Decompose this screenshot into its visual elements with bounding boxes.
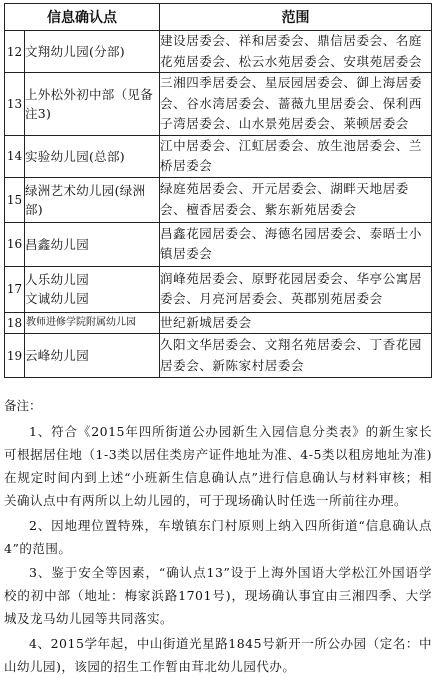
confirmation-point-table (4, 3, 432, 378)
row-number: 14 (5, 135, 25, 177)
table-row (5, 73, 432, 136)
row-number: 12 (5, 31, 25, 73)
scope-cell: 世纪新城居委会 (160, 312, 432, 334)
note-item-2: 2、因地理位置特殊，车墩镇东门村原则上纳入四所街道“信息确认点4”的范围。 (4, 518, 432, 556)
table-row (5, 334, 432, 378)
confirmation-point-name: 实验幼儿园(总部) (25, 135, 160, 177)
row-number: 19 (5, 334, 25, 378)
scope-cell: 润峰苑居委会、原野花园居委会、华亭公寓居委会、月亮河居委会、英郡别苑居委会 (160, 266, 432, 312)
header-scope: 范围 (160, 4, 432, 31)
confirmation-point-name: 昌鑫幼儿园 (25, 222, 160, 266)
scope-cell: 昌鑫花园居委会、海德名园居委会、泰晤士小镇居委会 (160, 222, 432, 266)
confirmation-point-name: 上外松外初中部（见备注3) (25, 73, 160, 136)
scope-cell: 江中居委会、江虹居委会、放生池居委会、兰桥居委会 (160, 135, 432, 177)
row-number: 18 (5, 312, 25, 334)
scope-cell: 久阳文华居委会、文翔名苑居委会、丁香花园居委会、新陈家村居委会 (160, 334, 432, 378)
table-row (5, 31, 432, 73)
confirmation-point-name: 教师进修学院附属幼儿园 (25, 312, 160, 334)
table-header-row (5, 4, 432, 31)
scope-cell: 绿庭苑居委会、开元居委会、湖畔天地居委会、檀香居委会、紫东新苑居委会 (160, 177, 432, 222)
table-row (5, 312, 432, 334)
note-item-1: 1、符合《2015年四所街道公办园新生入园信息分类表》的新生家长可根据居住地（1-3类以居住类房产证件地址为准、4-5类以租房地址为准)在规定时间内到上述“小班新生信息确认点”进行信息确认与材料审核；相关确认点中有两所以上幼儿园的，可于现场确认时任选一所前往办理。 (4, 424, 432, 508)
table-row (5, 135, 432, 177)
confirmation-point-name: 云峰幼儿园 (25, 334, 160, 378)
confirmation-point-name: 文翔幼儿园(分部) (25, 31, 160, 73)
scope-cell: 三湘四季居委会、星辰园居委会、御上海居委会、谷水湾居委会、蔷薇九里居委会、保利西子湾居委会、山水景苑居委会、莱顿居委会 (160, 73, 432, 136)
row-number: 17 (5, 266, 25, 312)
confirmation-point-name: 绿洲艺术幼儿园(绿洲部) (25, 177, 160, 222)
notes-label: 备注： (4, 398, 42, 413)
row-number: 16 (5, 222, 25, 266)
row-number: 13 (5, 73, 25, 136)
confirmation-point-name: 人乐幼儿园 文诚幼儿园 (25, 266, 160, 312)
note-item-4: 4、2015学年起，中山街道光星路1845号新开一所公办园（定名：中山幼儿园)，该园的招生工作暂由茸北幼儿园代办。 (4, 636, 432, 674)
row-number: 15 (5, 177, 25, 222)
note-item-3: 3、鉴于安全等因素，“确认点13”设于上海外国语大学松江外国语学校的初中部（地址：梅家浜路1701号)，现场确认事宜由三湘四季、大学城及龙马幼儿园等共同落实。 (4, 565, 432, 626)
header-confirmation-point: 信息确认点 (5, 4, 160, 31)
table-row (5, 177, 432, 222)
scope-cell: 建设居委会、祥和居委会、鼎信居委会、名庭花苑居委会、松云水苑居委会、安琪苑居委会 (160, 31, 432, 73)
table-row (5, 266, 432, 312)
table-row (5, 222, 432, 266)
